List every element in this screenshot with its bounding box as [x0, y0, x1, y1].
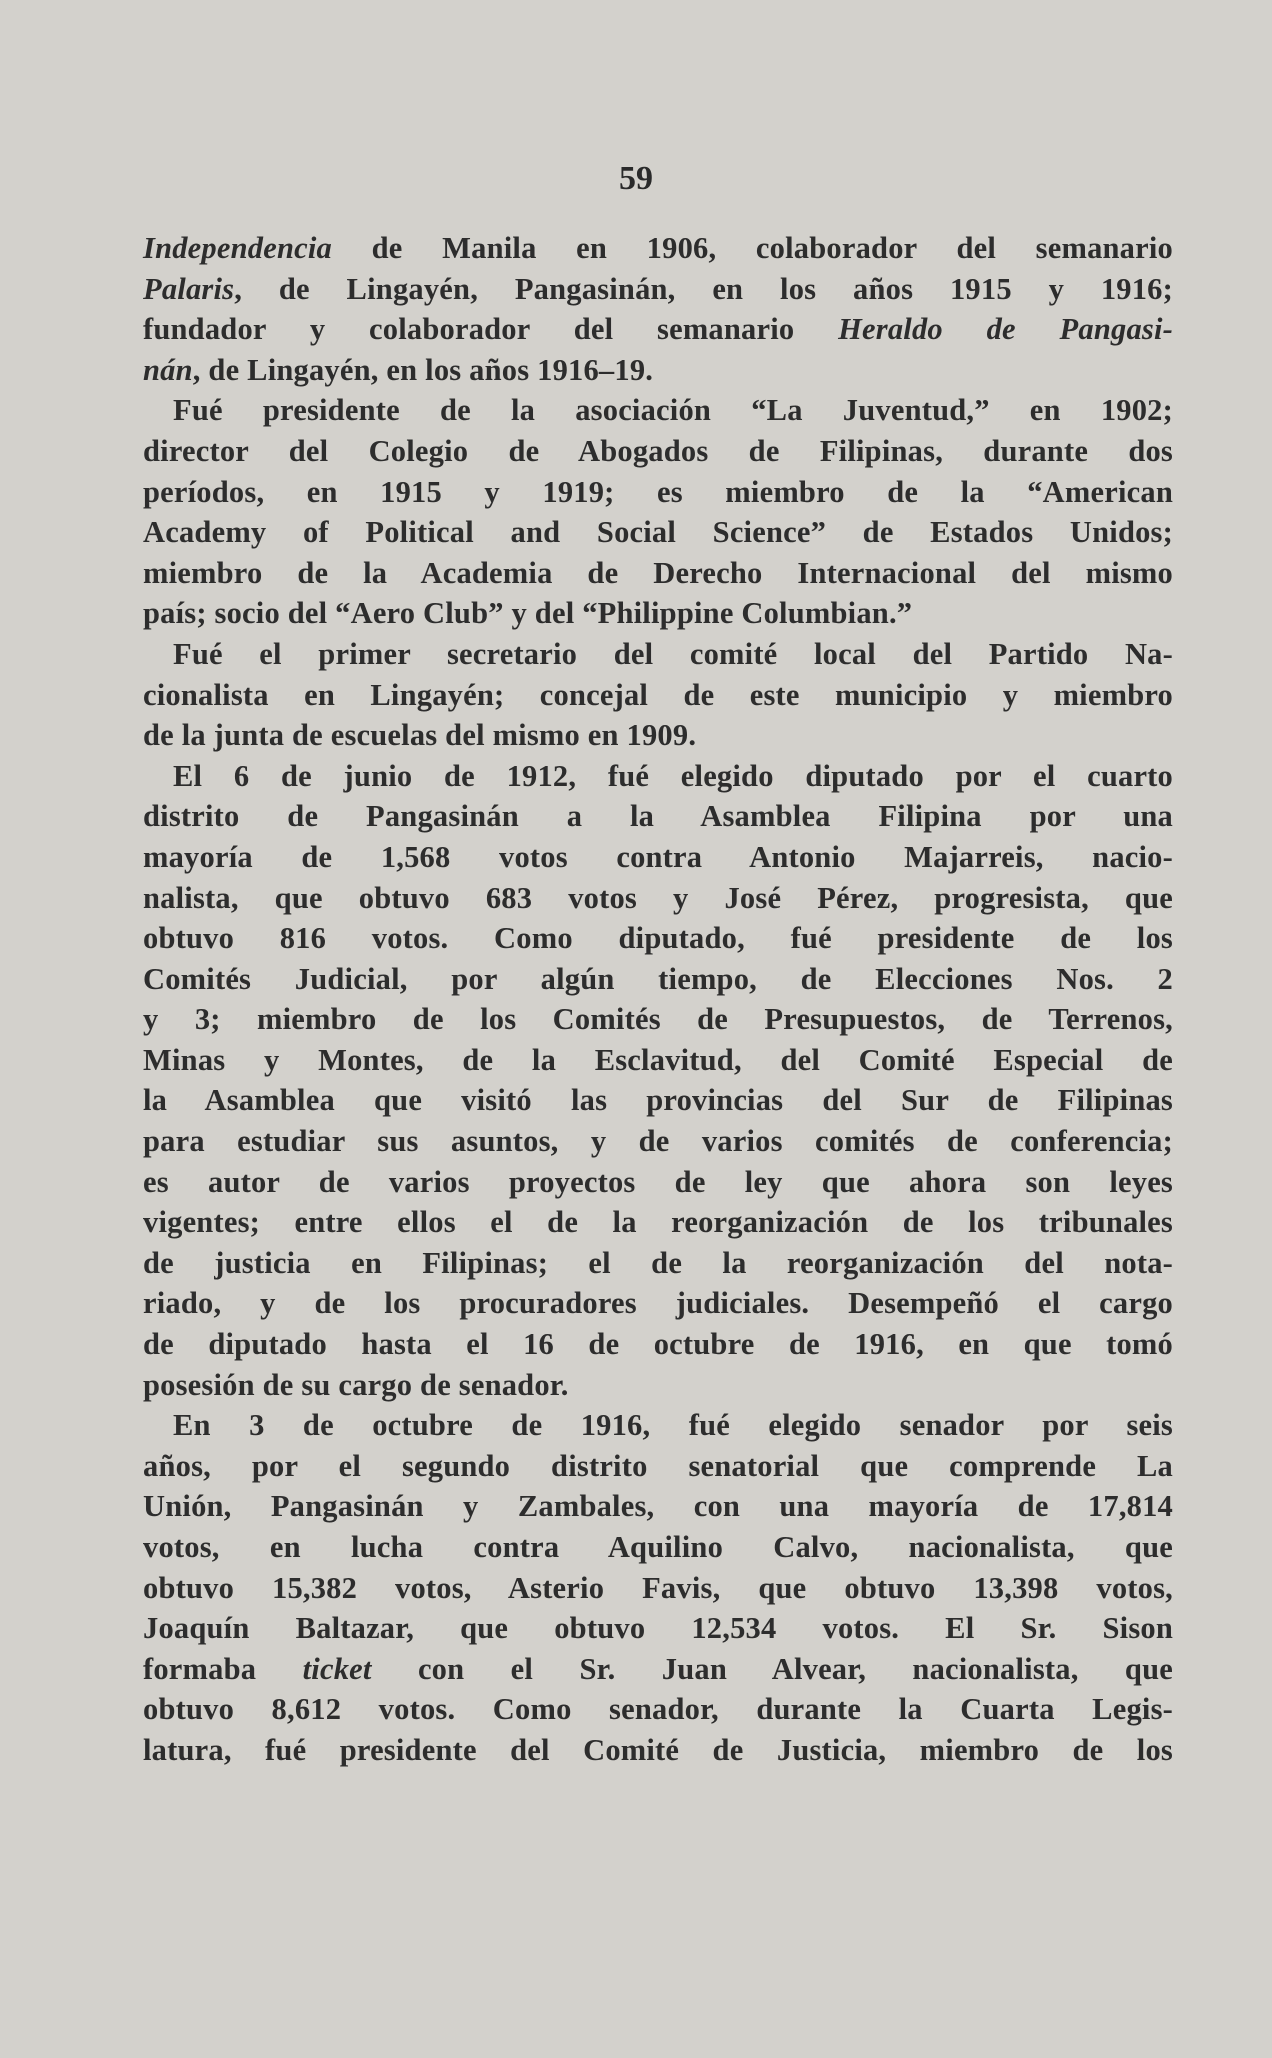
text-line: distrito de Pangasinán a la Asamblea Filipina por una: [143, 799, 1173, 834]
text-line: años, por el segundo distrito senatorial que comprende La: [143, 1448, 1173, 1483]
text-line: cionalista en Lingayén; concejal de este municipio y miembro: [143, 677, 1173, 712]
paragraph: [143, 634, 1173, 756]
text-span: de Manila en 1906, colaborador del semanario: [331, 231, 1173, 265]
text-line: de la junta de escuelas del mismo en 1909.: [143, 718, 697, 753]
body-text: [143, 228, 1173, 1771]
text-line: director del Colegio de Abogados de Filipinas, durante dos: [143, 433, 1173, 468]
page-number: 59: [619, 160, 653, 197]
text-line: la Asamblea que visitó las provincias del Sur de Filipinas: [143, 1083, 1173, 1118]
text-line: [143, 228, 1173, 269]
text-line: [143, 269, 1173, 310]
italic-text: Palaris: [143, 271, 235, 306]
text-span: fundador y colaborador del semanario: [143, 312, 839, 347]
text-line: para estudiar sus asuntos, y de varios comités de conferencia;: [143, 1124, 1173, 1159]
text-line: nalista, que obtuvo 683 votos y José Pérez, progresista, que: [143, 880, 1173, 915]
text-line: es autor de varios proyectos de ley que ahora son leyes: [143, 1164, 1173, 1199]
text-line: Joaquín Baltazar, que obtuvo 12,534 votos. El Sr. Sison: [143, 1611, 1173, 1646]
paragraph: [143, 228, 1173, 390]
text-line: obtuvo 15,382 votos, Asterio Favis, que obtuvo 13,398 votos,: [143, 1570, 1173, 1605]
text-line: [143, 350, 1173, 391]
text-line: [143, 309, 1173, 350]
italic-text: Heraldo de Pangasi-: [838, 312, 1173, 347]
text-line: Unión, Pangasinán y Zambales, con una mayoría de 17,814: [143, 1489, 1173, 1524]
text-line: En 3 de octubre de 1916, fué elegido senador por seis: [173, 1408, 1173, 1443]
text-line: [143, 1649, 1173, 1690]
text-line: país; socio del “Aero Club” y del “Philippine Columbian.”: [143, 596, 913, 631]
text-line: miembro de la Academia de Derecho Internacional del mismo: [143, 555, 1173, 590]
text-line: posesión de su cargo de senador.: [143, 1367, 569, 1402]
italic-text: ticket: [302, 1651, 372, 1686]
text-line: obtuvo 8,612 votos. Como senador, durante la Cuarta Legis-: [143, 1692, 1173, 1727]
text-line: Fué presidente de la asociación “La Juventud,” en 1902;: [173, 393, 1173, 428]
paragraph: [143, 390, 1173, 634]
text-line: de diputado hasta el 16 de octubre de 1916, en que tomó: [143, 1327, 1173, 1362]
text-line: Fué el primer secretario del comité local del Partido Na-: [173, 636, 1173, 671]
text-line: Minas y Montes, de la Esclavitud, del Comité Especial de: [143, 1042, 1173, 1077]
text-line: riado, y de los procuradores judiciales. Desempeñó el cargo: [143, 1286, 1173, 1321]
text-span: , de Lingayén, Pangasinán, en los años 1915 y 1916;: [234, 271, 1173, 306]
text-line: de justicia en Filipinas; el de la reorganización del nota-: [143, 1245, 1173, 1280]
text-line: y 3; miembro de los Comités de Presupuestos, de Terrenos,: [143, 1002, 1173, 1037]
text-line: mayoría de 1,568 votos contra Antonio Majarreis, nacio-: [143, 839, 1173, 874]
text-line: obtuvo 816 votos. Como diputado, fué presidente de los: [143, 921, 1173, 956]
text-span: , de Lingayén, en los años 1916–19.: [192, 352, 654, 387]
text-line: Comités Judicial, por algún tiempo, de Elecciones Nos. 2: [143, 961, 1173, 996]
text-line: latura, fué presidente del Comité de Justicia, miembro de los: [143, 1732, 1173, 1767]
text-span: con el Sr. Juan Alvear, nacionalista, que: [371, 1651, 1173, 1686]
text-span: formaba: [143, 1651, 303, 1686]
italic-text: nán: [143, 352, 193, 387]
text-line: votos, en lucha contra Aquilino Calvo, nacionalista, que: [143, 1530, 1173, 1564]
text-line: Academy of Political and Social Science” de Estados Unidos;: [143, 515, 1173, 550]
paragraph: [143, 756, 1173, 1406]
text-line: vigentes; entre ellos el de la reorganización de los tribunales: [143, 1205, 1173, 1240]
italic-text: Independencia: [143, 231, 332, 265]
paragraph: [143, 1405, 1173, 1770]
text-line: El 6 de junio de 1912, fué elegido diputado por el cuarto: [173, 758, 1173, 793]
text-line: períodos, en 1915 y 1919; es miembro de la “American: [143, 474, 1173, 509]
